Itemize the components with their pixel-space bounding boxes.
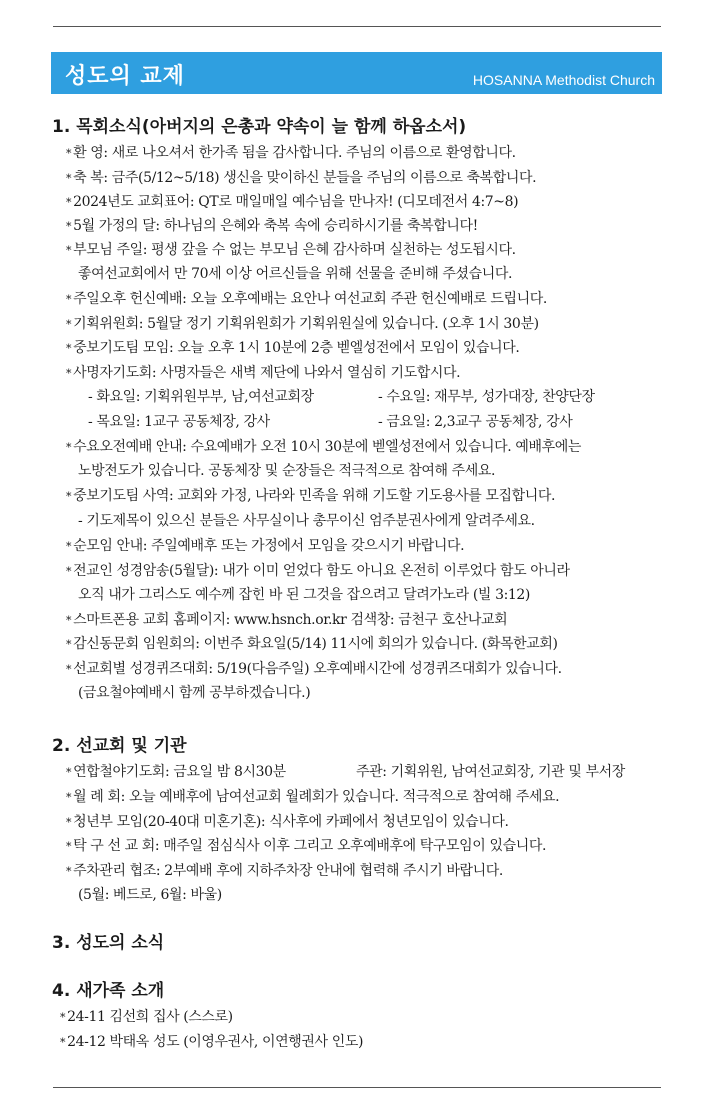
notice-line: * 선교회별 성경퀴즈대회: 5/19(다음주일) 오후예배시간에 성경퀴즈대회가 있습니다.	[66, 661, 562, 677]
banner-title: 성도의 교제	[65, 64, 185, 89]
notice-line: * 기획위원회: 5월달 정기 기획위원회가 기획위원실에 있습니다. (오후 1시 30분)	[66, 316, 539, 332]
notice-continuation: (금요철야예배시 함께 공부하겠습니다.)	[78, 685, 311, 701]
bullet-icon: *	[66, 172, 72, 185]
notice-line: * 사명자기도회: 사명자들은 새벽 제단에 나와서 열심히 기도합시다.	[66, 365, 461, 381]
notice-line: * 수요오전예배 안내: 수요예배가 오전 10시 30분에 벧엘성전에서 있습니다. 예배후에는	[66, 439, 581, 455]
bullet-icon: *	[66, 147, 72, 160]
notice-line: * 환 영: 새로 나오셔서 한가족 됨을 감사합니다. 주님의 이름으로 환영합니다.	[66, 145, 516, 161]
notice-continuation: 좋여선교회에서 만 70세 이상 어르신들을 위해 선물을 준비해 주셨습니다.	[78, 266, 513, 282]
bullet-icon: *	[66, 614, 72, 627]
notice-line: * 부모님 주일: 평생 갚을 수 없는 부모님 은혜 감사하며 실천하는 성도됩시다.	[66, 242, 516, 258]
new-family-item: * 24-12 박태옥 성도 (이영우권사, 이연행권사 인도)	[60, 1034, 364, 1050]
new-family-item: * 24-11 김선희 집사 (스스로)	[60, 1009, 233, 1025]
notice-line: * 축 복: 금주(5/12~5/18) 생신을 맞이하신 분들을 주님의 이름으로 축복합니다.	[66, 170, 537, 186]
section-heading-4: 4. 새가족 소개	[52, 981, 165, 1001]
bullet-icon: *	[66, 840, 72, 853]
notice-line: * 연합철야기도회: 금요일 밤 8시30분	[66, 764, 286, 780]
bullet-icon: *	[66, 196, 72, 209]
notice-line: * 탁 구 선 교 회: 매주일 점심식사 이후 그리고 오후예배후에 탁구모임이 있습니다.	[66, 838, 546, 854]
bullet-icon: *	[66, 865, 72, 878]
notice-line: * 2024년도 교회표어: QT로 매일매일 예수님을 만나자! (디모데전서 4:7~8)	[66, 194, 519, 210]
notice-line: * 주차관리 협조: 2부예배 후에 지하주차장 안내에 협력해 주시기 바랍니다.	[66, 863, 503, 879]
notice-line: * 청년부 모임(20-40대 미혼기혼): 식사후에 카페에서 청년모임이 있습니다.	[66, 814, 509, 830]
bullet-icon: *	[66, 540, 72, 553]
section-heading-1: 1. 목회소식(아버지의 은총과 약속이 늘 함께 하옵소서)	[52, 117, 467, 137]
notice-line: * 스마트폰용 교회 홈페이지: www.hsnch.or.kr 검색창: 금천구 호산나교회	[66, 612, 508, 628]
section-heading-2: 2. 선교회 및 기관	[52, 736, 187, 756]
bullet-icon: *	[66, 565, 72, 578]
bullet-icon: *	[66, 766, 72, 779]
notice-line: * 월 례 회: 오늘 예배후에 남여선교회 월례회가 있습니다. 적극적으로 참여해 주세요.	[66, 789, 560, 805]
bullet-icon: *	[66, 441, 72, 454]
bullet-icon: *	[60, 1011, 66, 1024]
bullet-icon: *	[66, 490, 72, 503]
bullet-icon: *	[66, 318, 72, 331]
notice-continuation: 노방전도가 있습니다. 공동체장 및 순장들은 적극적으로 참여해 주세요.	[78, 463, 496, 479]
notice-line: * 중보기도팀 모임: 오늘 오후 1시 10분에 2층 벧엘성전에서 모임이 있습니다.	[66, 340, 520, 356]
schedule-wednesday: - 수요일: 재무부, 성가대장, 찬양단장	[378, 389, 595, 405]
top-rule	[53, 26, 661, 27]
church-name: HOSANNA Methodist Church	[472, 72, 655, 88]
section-heading-3: 3. 성도의 소식	[52, 933, 165, 953]
notice-continuation: 오직 내가 그리스도 예수께 잡힌 바 된 그것을 잡으려고 달려가노라 (빌 3:12)	[78, 587, 530, 603]
notice-line: * 주일오후 헌신예배: 오늘 오후예배는 요안나 여선교회 주관 헌신예배로 드립니다.	[66, 291, 547, 307]
notice-line: * 전교인 성경암송(5월달): 내가 이미 얻었다 함도 아니요 온전히 이루었다 함도 아니라	[66, 563, 570, 579]
notice-continuation: (5월: 베드로, 6월: 바울)	[78, 887, 222, 903]
bullet-icon: *	[66, 342, 72, 355]
notice-line: * 5월 가정의 달: 하나님의 은혜와 축복 속에 승리하시기를 축복합니다!	[66, 218, 478, 234]
notice-organizer: 주관: 기획위원, 남여선교회장, 기관 및 부서장	[356, 764, 625, 780]
notice-continuation: - 기도제목이 있으신 분들은 사무실이나 총무이신 엄주분권사에게 알려주세요.	[78, 513, 535, 529]
bullet-icon: *	[66, 244, 72, 257]
bullet-icon: *	[66, 791, 72, 804]
bottom-rule	[53, 1087, 661, 1088]
bullet-icon: *	[66, 293, 72, 306]
section-banner	[51, 52, 662, 94]
schedule-tuesday: - 화요일: 기획위원부부, 남,여선교회장	[88, 389, 314, 405]
notice-line: * 중보기도팀 사역: 교회와 가정, 나라와 민족을 위해 기도할 기도용사를 모집합니다.	[66, 488, 556, 504]
schedule-friday: - 금요일: 2,3교구 공동체장, 강사	[378, 414, 573, 430]
bullet-icon: *	[66, 367, 72, 380]
bullet-icon: *	[66, 816, 72, 829]
schedule-thursday: - 목요일: 1교구 공동체장, 강사	[88, 414, 270, 430]
bullet-icon: *	[66, 220, 72, 233]
bullet-icon: *	[66, 638, 72, 651]
notice-line: * 순모임 안내: 주일예배후 또는 가정에서 모임을 갖으시기 바랍니다.	[66, 538, 465, 554]
notice-line: * 감신동문회 임원회의: 이번주 화요일(5/14) 11시에 회의가 있습니다. (화목한교회)	[66, 636, 558, 652]
bullet-icon: *	[66, 663, 72, 676]
bullet-icon: *	[60, 1036, 66, 1049]
